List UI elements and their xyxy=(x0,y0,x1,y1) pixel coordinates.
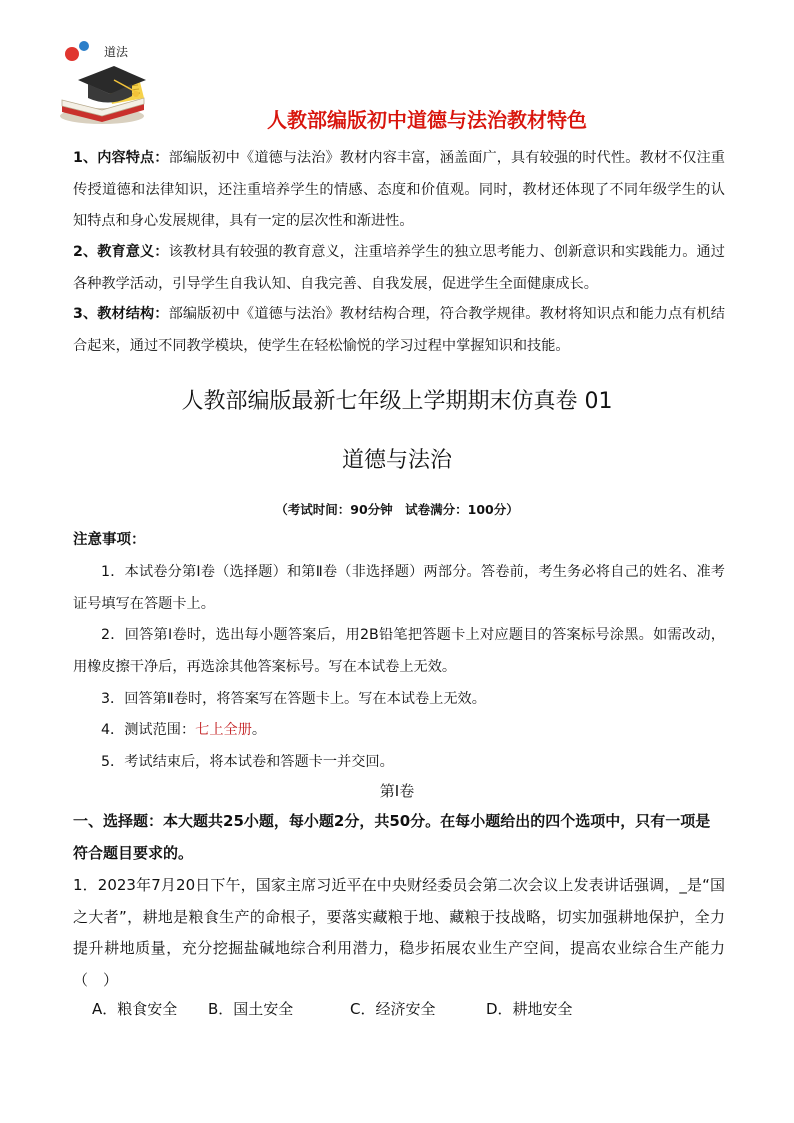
note-item: 3．回答第Ⅱ卷时，将答案写在答题卡上。写在本试卷上无效。 xyxy=(101,691,486,707)
section-label: 第Ⅰ卷 xyxy=(379,782,415,800)
note-scope-prefix: 4．测试范围： xyxy=(101,722,196,738)
feature-label: 3、教材结构： xyxy=(73,306,169,322)
note-item: 5．考试结束后，将本试卷和答题卡一并交回。 xyxy=(101,754,394,770)
note-item: 2．回答第Ⅰ卷时，选出每小题答案后，用2B铅笔把答题卡上对应题目的答案标号涂黑。如需改动，用橡皮擦干净后，再选涂其他答案标号。写在本试卷上无效。 xyxy=(73,627,725,675)
question-options xyxy=(92,998,573,1019)
feature-label: 2、教育意义： xyxy=(73,244,169,260)
question-text: 1．2023年7月20日下午，国家主席习近平在中央财经委员会第二次会议上发表讲话强调，_是“国之大者”，耕地是粮食生产的命根子，要落实藏粮于地、藏粮于技战略，切实加强耕地保护，全力提升耕地质量，充分挖掘盐碱地综合利用潜力，稳步拓展农业生产空间，提高农业综合生产能力（ ） xyxy=(73,876,725,989)
notes-heading: 注意事项： xyxy=(73,532,146,548)
banner-title: 人教部编版初中道德与法治教材特色 xyxy=(267,108,587,132)
feature-text: 部编版初中《道德与法治》教材结构合理，符合教学规律。教材将知识点和能力点有机结合起来，通过不同教学模块，使学生在轻松愉悦的学习过程中掌握知识和技能。 xyxy=(73,306,725,354)
exam-title: 人教部编版最新七年级上学期期末仿真卷 01 xyxy=(181,389,613,414)
feature-content xyxy=(73,143,725,238)
exam-subject: 道德与法治 xyxy=(341,448,452,473)
option-a[interactable]: A．粮食安全 xyxy=(92,1000,178,1018)
option-c[interactable]: C．经济安全 xyxy=(350,1000,436,1018)
note-scope xyxy=(73,715,725,747)
feature-structure xyxy=(73,299,725,362)
feature-text: 该教材具有较强的教育意义，注重培养学生的独立思考能力、创新意识和实践能力。通过各种教学活动，引导学生自我认知、自我完善、自我发展，促进学生全面健康成长。 xyxy=(73,244,725,292)
feature-text: 部编版初中《道德与法治》教材内容丰富，涵盖面广，具有较强的时代性。教材不仅注重传授道德和法律知识，还注重培养学生的情感、态度和价值观。同时，教材还体现了不同年级学生的认知特点和身心发展规律，具有一定的层次性和渐进性。 xyxy=(73,150,725,229)
option-b[interactable]: B．国土安全 xyxy=(208,1000,294,1018)
note-scope-suffix: 。 xyxy=(251,722,267,738)
exam-meta: （考试时间：90分钟 试卷满分：100分） xyxy=(275,502,519,517)
note-item: 1．本试卷分第Ⅰ卷（选择题）和第Ⅱ卷（非选择题）两部分。答卷前，考生务必将自己的姓名、准考证号填写在答题卡上。 xyxy=(73,564,725,612)
option-d[interactable]: D．耕地安全 xyxy=(486,1000,573,1018)
section-instructions: 一、选择题：本大题共25小题，每小题2分，共50分。在每小题给出的四个选项中，只有一项是符合题目要求的。 xyxy=(73,812,711,862)
note-scope-value: 七上全册 xyxy=(195,722,252,738)
logo-label: 道法 xyxy=(104,45,129,59)
feature-label: 1、内容特点： xyxy=(73,150,169,166)
feature-education xyxy=(73,237,725,300)
